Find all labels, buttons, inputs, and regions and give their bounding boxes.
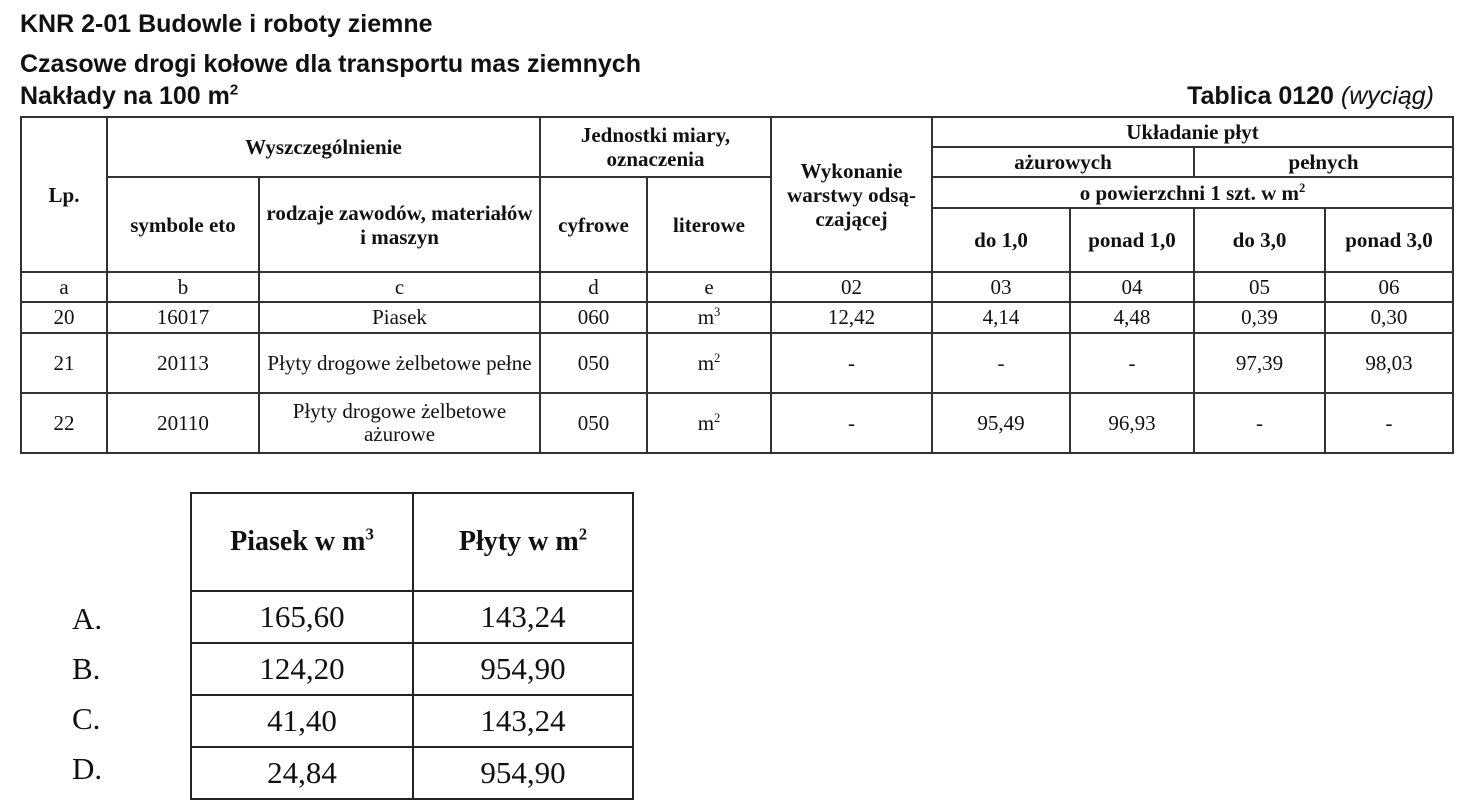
header-specification: Wyszczególnienie	[107, 117, 540, 177]
header-lp: Lp.	[21, 117, 107, 272]
answer-sand-value: 124,20	[191, 643, 413, 695]
knr-norm-table	[20, 116, 1454, 454]
header-openwork: ażurowych	[932, 147, 1194, 177]
answer-options-table	[190, 492, 634, 800]
answer-header-plates-text: Płyty w m	[458, 526, 579, 557]
answer-row	[191, 643, 633, 695]
row-unit-exponent: 2	[714, 410, 721, 425]
row-value-06: 0,30	[1325, 302, 1453, 333]
row-value-04: 96,93	[1070, 393, 1194, 453]
answer-plates-value: 954,90	[413, 643, 633, 695]
row-unit-text: m	[697, 305, 715, 329]
option-label-b: B.	[72, 651, 101, 686]
column-code: d	[540, 272, 647, 302]
column-code: c	[259, 272, 540, 302]
row-name: Piasek	[259, 302, 540, 333]
column-code: 04	[1070, 272, 1194, 302]
row-value-05: 0,39	[1194, 302, 1325, 333]
answer-header-sand-exponent: 3	[365, 524, 374, 544]
header-unit-letter: literowe	[647, 177, 771, 272]
header-col-03: do 1,0	[932, 208, 1070, 272]
document-title: KNR 2-01 Budowle i roboty ziemne	[20, 10, 433, 38]
header-trades: rodzaje zawodów, materiałów i maszyn	[259, 177, 540, 272]
row-value-02: -	[771, 333, 932, 393]
column-code-row	[21, 272, 1453, 302]
row-unit-text: m	[697, 350, 715, 375]
header-col-05: do 3,0	[1194, 208, 1325, 272]
norm-basis-exponent: 2	[229, 81, 239, 99]
row-value-04: 4,48	[1070, 302, 1194, 333]
option-label-c: C.	[72, 701, 101, 736]
table-row	[21, 302, 1453, 333]
answer-header-sand	[191, 493, 413, 591]
row-unit-exponent: 3	[714, 305, 721, 319]
header-solid: pełnych	[1194, 147, 1453, 177]
header-plate-laying: Układanie płyt	[932, 117, 1453, 147]
answer-sand-value: 165,60	[191, 591, 413, 643]
row-value-02: -	[771, 393, 932, 453]
row-unit-text: m	[697, 410, 715, 435]
row-unit	[647, 333, 771, 393]
option-label-a: A.	[72, 601, 103, 636]
header-drain-layer: Wykonanie warstwy odsą-czającej	[771, 117, 932, 272]
row-unit-code: 050	[540, 393, 647, 453]
option-label-d: D.	[72, 751, 103, 786]
row-value-06: 98,03	[1325, 333, 1453, 393]
header-unit-numeric: cyfrowe	[540, 177, 647, 272]
row-symbol: 16017	[107, 302, 259, 333]
column-code: 06	[1325, 272, 1453, 302]
column-code: 03	[932, 272, 1070, 302]
row-lp: 22	[21, 393, 107, 453]
answer-header-plates-exponent: 2	[578, 524, 588, 544]
column-code: e	[647, 272, 771, 302]
row-lp: 20	[21, 302, 107, 333]
answer-header-plates	[413, 493, 633, 591]
answer-row	[191, 747, 633, 799]
table-row	[21, 333, 1453, 393]
header-area-note	[932, 177, 1453, 208]
answer-plates-value: 143,24	[413, 695, 633, 747]
column-code: a	[21, 272, 107, 302]
column-code: b	[107, 272, 259, 302]
table-reference-number: Tablica 0120	[1187, 82, 1334, 110]
answer-sand-value: 24,84	[191, 747, 413, 799]
header-col-06: ponad 3,0	[1325, 208, 1453, 272]
answer-row	[191, 591, 633, 643]
table-row	[21, 393, 1453, 453]
header-area-note-text: o powierzchni 1 szt. w m	[1079, 180, 1300, 205]
row-unit	[647, 302, 771, 333]
row-value-05: -	[1194, 393, 1325, 453]
norm-basis	[20, 82, 238, 110]
row-symbol: 20113	[107, 333, 259, 393]
column-code: 02	[771, 272, 932, 302]
row-name: Płyty drogowe żelbetowe ażurowe	[259, 393, 540, 453]
row-name: Płyty drogowe żelbetowe pełne	[259, 333, 540, 393]
answer-row	[191, 695, 633, 747]
row-symbol: 20110	[107, 393, 259, 453]
answer-plates-value: 954,90	[413, 747, 633, 799]
table-reference-note: (wyciąg)	[1340, 82, 1434, 110]
header-units: Jednostki miary, oznaczenia	[540, 117, 771, 177]
row-lp: 21	[21, 333, 107, 393]
table-reference	[1187, 82, 1434, 110]
row-value-03: 4,14	[932, 302, 1070, 333]
header-symbols: symbole eto	[107, 177, 259, 272]
row-value-03: -	[932, 333, 1070, 393]
row-unit	[647, 393, 771, 453]
row-value-04: -	[1070, 333, 1194, 393]
norm-basis-text: Nakłady na 100 m	[20, 82, 230, 110]
row-value-05: 97,39	[1194, 333, 1325, 393]
row-value-06: -	[1325, 393, 1453, 453]
answer-header-sand-text: Piasek w m	[230, 526, 366, 557]
answer-sand-value: 41,40	[191, 695, 413, 747]
answer-plates-value: 143,24	[413, 591, 633, 643]
header-area-note-exponent: 2	[1299, 180, 1306, 195]
row-value-02: 12,42	[771, 302, 932, 333]
row-unit-code: 050	[540, 333, 647, 393]
row-unit-exponent: 2	[714, 350, 721, 365]
row-value-03: 95,49	[932, 393, 1070, 453]
column-code: 05	[1194, 272, 1325, 302]
document-subtitle: Czasowe drogi kołowe dla transportu mas ziemnych	[20, 50, 641, 78]
row-unit-code: 060	[540, 302, 647, 333]
header-col-04: ponad 1,0	[1070, 208, 1194, 272]
